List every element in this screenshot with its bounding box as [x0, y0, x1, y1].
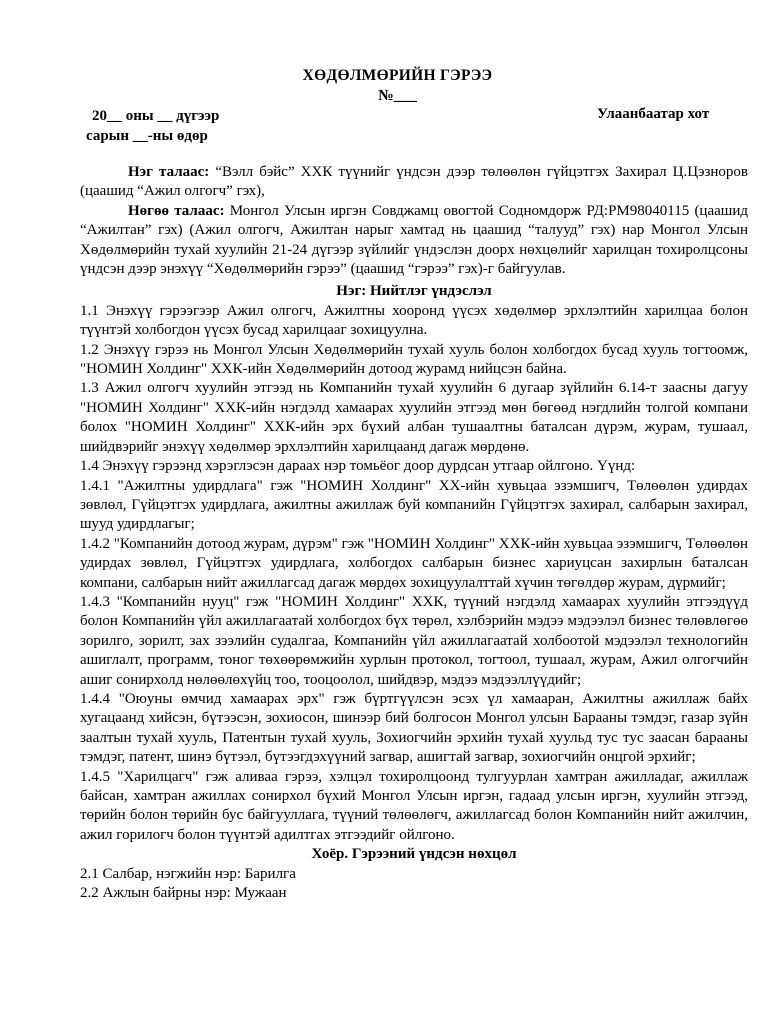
contract-body	[80, 163, 748, 903]
contract-date	[80, 106, 219, 146]
date-line-2: сарын __-ны өдөр	[86, 128, 208, 144]
second-party-paragraph	[80, 202, 748, 280]
first-party-label: Нэг талаас:	[128, 164, 210, 180]
clause-1-4-5: 1.4.5 "Харилцагч" гэж аливаа гэрээ, хэлцэл тохиролцоонд тулгуурлан хамтран ажилладаг, ажиллаж байсан, хамтран ажиллах сонирхол бүхий Монгол Улсын иргэн, гадаад улсын иргэн, хуулийн этгээд, төрийн болон төрийн бус байгууллага, түүний төлөөлөгч, ажиллагсад болон Компанийн нийт ажилчин, ажил горилогч болон түүнтэй адилтгах этгээдийг ойлгоно.	[80, 768, 748, 843]
clause-1-4-2: 1.4.2 "Компанийн дотоод журам, дүрэм" гэж "НОМИН Холдинг" ХХК-ийн хувьцаа эзэмшигч, Төлөөлөн удирдах зөвлөл, Гүйцэтгэх удирдлага, холбогдох салбарын бизнес хариуцсан захирлын баталсан компани, салбарын нийт ажиллагсад дагаж мөрдөх зохицуулалттай хүчин төгөлдөр журам, дүрмийг;	[80, 535, 748, 591]
document-title: ХӨДӨЛМӨРИЙН ГЭРЭЭ	[302, 67, 493, 84]
second-party-text: Монгол Улсын иргэн Совджамц овогтой Содномдорж РД:РМ98040115 (цаашид “Ажилтан” гэх) (Ажил олгогч, Ажилтан нарыг хамтад нь цаашид “талууд” гэх) нар Монгол Улсын Хөдөлмөрийн тухай хуулийн 21-24 дүгээр зүйлийг үндэслэн доорх нөхцөлийг харилцан тохиролцсоны үндсэн дээр энэхүү “Хөдөлмөрийн гэрээ” (цаашид “гэрээ” гэх)-г байгуулав.	[80, 202, 748, 278]
clause-1-1: 1.1 Энэхүү гэрээгээр Ажил олгогч, Ажилтны хооронд үүсэх хөдөлмөр эрхлэлтийн харилцаа болон түүнтэй холбогдон үүсэх бусад харилцааг зохицуулна.	[80, 302, 748, 339]
first-party-text: “Вэлл бэйс” ХХК түүнийг үндсэн дээр төлөөлөн гүйцэтгэх Захирал Ц.Цэзноров (цаашид “Ажил олгогч” гэх),	[80, 164, 749, 200]
section-1-heading: Нэг: Нийтлэг үндэслэл	[336, 283, 492, 300]
clause-2-2: 2.2 Ажлын байрны нэр: Мужаан	[80, 885, 287, 902]
document-number: №___	[378, 87, 417, 104]
clause-1-4-3: 1.4.3 "Компанийн нууц" гэж "НОМИН Холдинг" ХХК, түүний нэгдэлд хамаарах хуулийн этгээдүүд болон Компанийн үйл ажиллагаатай холбогдох бүх төрөл, хэлбэрийн мэдээ мэдээлэл бизнес төлөвлөгөө зорилго, зорилт, зах зээлийн судалгаа, Компанийн үйл ажиллагаатай холбоотой мэдээлэл технологийн ашиглалт, программ, тоног төхөөрөмжийн хурлын протокол, тогтоол, тушаал, журам, Ажил олгогчийн ашиг сонирхолд нөлөөлөхүйц тоо, тооцоолол, шийдвэр, мэдээ мэдээллүүдийг;	[80, 593, 748, 688]
date-line-1: 20__ оны __ дүгээр	[92, 108, 220, 124]
contract-city: Улаанбаатар хот	[597, 106, 710, 122]
second-party-label: Нөгөө талаас:	[128, 202, 225, 219]
clause-2-1: 2.1 Салбар, нэгжийн нэр: Барилга	[80, 865, 296, 882]
section-2-heading: Хоёр. Гэрээний үндсэн нөхцөл	[311, 846, 517, 863]
clause-1-2: 1.2 Энэхүү гэрээ нь Монгол Улсын Хөдөлмөрийн тухай хууль болон холбогдох бусад хууль тогтоомж, "НОМИН Холдинг" ХХК-ийн Хөдөлмөрийн дотоод журамд нийцсэн байна.	[80, 341, 748, 378]
clause-1-4-1: 1.4.1 "Ажилтны удирдлага" гэж "НОМИН Холдинг" ХХ-ийн хувьцаа эзэмшигч, Төлөөлөн удирдах зөвлөл, Гүйцэтгэх удирдлага, ажилтны ажиллаж буй компанийн Гүйцэтгэх захирал, салбарын захирал, шууд удирдлагыг;	[80, 477, 748, 533]
clause-1-4-4: 1.4.4 "Оюуны өмчид хамаарах эрх" гэж бүртгүүлсэн эсэх үл хамааран, Ажилтны ажиллаж байх хугацаанд хийсэн, бүтээсэн, зохиосон, шинээр бий болгосон Монгол улсын Барааны тэмдэг, газар зүйн заалтын тухай хууль, Патентын тухай хууль, Зохиогчийн эрхийн тухай хуульд тус тус заасан барааны тэмдэг, патент, шинэ бүтээл, бүтээгдэхүүний загвар, ашигтай загвар, зохиогчийн онцгой эрхийг;	[80, 690, 748, 766]
clause-1-4: 1.4 Энэхүү гэрээнд хэрэглэсэн дараах нэр томьёог доор дурдсан утгаар ойлгоно. Үүнд:	[80, 458, 636, 475]
first-party-paragraph	[80, 163, 748, 202]
clause-1-3: 1.3 Ажил олгогч хуулийн этгээд нь Компанийн тухай хуулийн 6 дугаар зүйлийн 6.14-т заасны дагуу "НОМИН Холдинг" ХХК-ийн нэгдэлд хамаарах хуулийн этгээд мөн бөгөөд нэгдлийн толгой компани болох "НОМИН Холдинг" ХХК-ийн эрх бүхий албан тушаалтны баталсан дүрэм, журам, тушаал, шийдвэрийг энэхүү хөдөлмөр эрхлэлтийн харилцаанд дагаж мөрдөнө.	[80, 380, 748, 455]
